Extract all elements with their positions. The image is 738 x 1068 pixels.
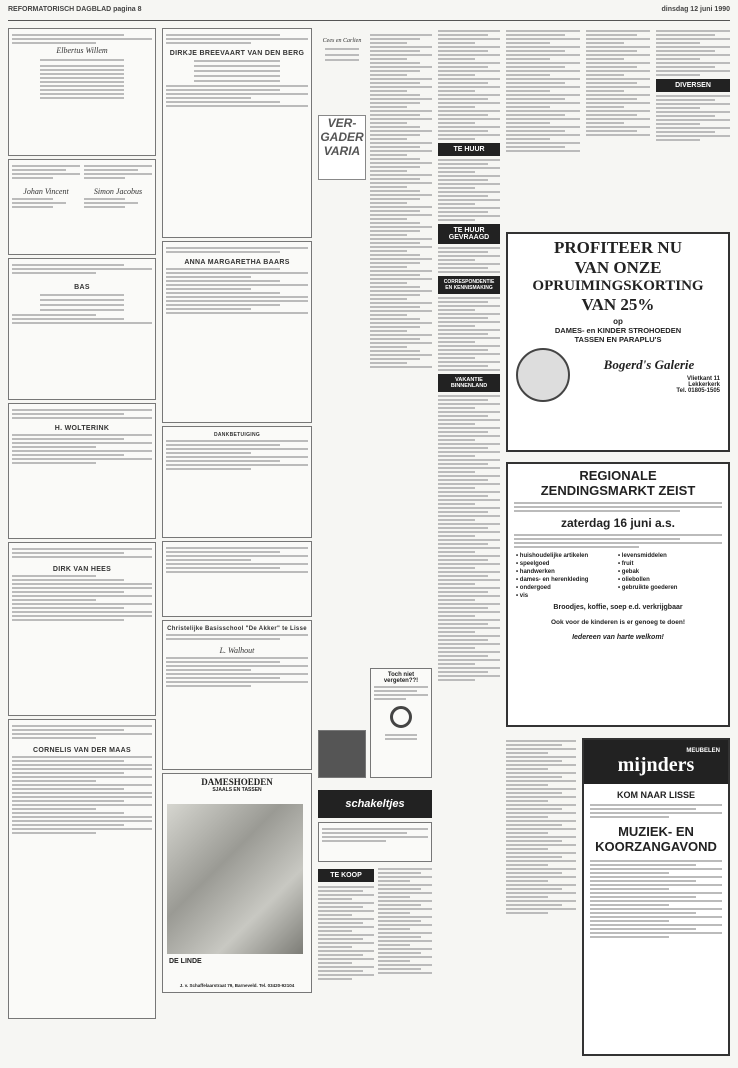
announcement-name: H. WOLTERINK (54, 425, 110, 432)
announcement-10 (162, 541, 312, 617)
column-5-top (506, 28, 580, 218)
hat-shop-brand: DE LINDE (169, 958, 202, 965)
item-left-4: • dames- en herenkleding (516, 577, 589, 583)
announcement-3 (8, 258, 156, 400)
masthead (8, 6, 730, 20)
announcement-name: Johan Vincent (23, 187, 69, 196)
vergadervaria-header (318, 115, 366, 180)
zendingsmarkt-date: zaterdag 16 juni a.s. (560, 516, 676, 530)
masthead-rule (8, 20, 730, 21)
zendingsmarkt-items (516, 552, 720, 600)
hat-shop-address: J. v. Schaffelaarstraat 79, Barneveld. Tel. 03420-92104 (179, 983, 295, 988)
column-7-top (656, 28, 730, 218)
item-left-6: • vis (516, 593, 529, 599)
vergadervaria-1: VER- (327, 116, 357, 130)
school-notice (162, 620, 312, 770)
classifieds-cont (378, 866, 432, 1054)
vergadervaria-2: GADER (320, 130, 364, 144)
schakeltjes-info (318, 822, 432, 862)
profiteer-line3: OPRUIMINGSKORTING (532, 278, 704, 294)
hat-shop-advert (162, 773, 312, 993)
masthead-right: dinsdag 12 juni 1990 (661, 6, 730, 13)
toch-niet-vergeten (370, 668, 432, 778)
profiteer-line4: VAN 25% (581, 295, 655, 314)
announcement-2 (8, 159, 156, 255)
item-right-3: • gebak (618, 569, 640, 575)
mijnders-brand: mijnders (617, 753, 695, 776)
zendingsmarkt-footer3: Iedereen van harte welkom! (572, 634, 664, 641)
announcement-name: DIRKJE BREEVAART VAN DEN BERG (169, 50, 305, 57)
vakantie-header: VAKANTIE BINNENLAND (438, 374, 500, 392)
announcement-8 (162, 241, 312, 423)
column-1 (8, 28, 156, 1058)
hat-shop-title: DAMESHOEDEN (201, 777, 273, 787)
galerie-phone: Tel. 01805-1505 (676, 387, 720, 394)
announcement-1 (8, 28, 156, 156)
zendingsmarkt-title2: ZENDINGSMARKT ZEIST (540, 483, 696, 498)
diversen-header: DIVERSEN (656, 79, 730, 92)
vergadervaria-3: VARIA (323, 144, 361, 158)
schakeltjes-banner (318, 790, 432, 818)
te-huur-gevraagd-header: TE HUUR GEVRAAGD (438, 224, 500, 244)
profiteer-advert (506, 232, 730, 452)
galerie-brand: Bogerd's Galerie (603, 356, 695, 372)
item-left-5: • ondergoed (516, 585, 551, 591)
toch-niet-title: Toch niet vergeten??! (383, 672, 419, 684)
item-right-2: • fruit (618, 561, 634, 567)
announcement-name: BAS (74, 284, 90, 291)
hat-shop-sub: SJAALS EN TASSEN (212, 787, 262, 793)
correspondentie-header: CORRESPONDENTIE EN KENNISMAKING (438, 276, 500, 294)
announcement-name: DIRK VAN HEES (52, 566, 112, 573)
item-left-1: • huishoudelijke artikelen (516, 553, 589, 559)
galerie-city: Lekkerkerk (688, 381, 720, 388)
school-title: Christelijke Basisschool "De Akker" te Lisse (167, 626, 307, 632)
hat-photo (167, 804, 303, 954)
profiteer-line1: PROFITEER NU (554, 238, 682, 257)
profiteer-sub2: DAMES- en KINDER STROHOEDEN (554, 326, 682, 335)
profiteer-sub3: TASSEN EN PARAPLU'S (574, 335, 662, 344)
announcement-7 (162, 28, 312, 238)
te-koop-header: TE KOOP (318, 869, 374, 882)
column-4 (438, 28, 500, 1058)
birth-names: Cees en Carlien (322, 38, 362, 44)
item-left-2: • speelgoed (516, 561, 550, 567)
small-ad (318, 730, 366, 778)
column-6-top (586, 28, 650, 218)
school-person: L. Walhout (219, 646, 255, 655)
announcement-5 (8, 542, 156, 716)
profiteer-line2: VAN ONZE (574, 258, 662, 277)
column-2 (162, 28, 312, 1058)
column-3-meetings (370, 28, 432, 668)
mijnders-big1: MUZIEK- EN (618, 824, 694, 839)
zendingsmarkt-title1: REGIONALE (579, 468, 657, 483)
item-right-1: • levensmiddelen (618, 553, 667, 559)
te-koop-list (318, 884, 374, 1054)
te-huur-header: TE HUUR (438, 143, 500, 156)
item-right-5: • gebruikte goederen (618, 585, 678, 591)
zendingsmarkt-footer2: Ook voor de kinderen is er genoeg te doen! (551, 619, 685, 626)
column-5-bottom (506, 738, 576, 1054)
announcement-6 (8, 719, 156, 1019)
announcement-name: Elbertus Willem (56, 46, 108, 55)
announcement-9 (162, 426, 312, 538)
birth-notice (318, 38, 366, 118)
mijnders-advert (582, 738, 730, 1056)
zendingsmarkt-advert (506, 462, 730, 727)
mijnders-logo (584, 740, 728, 784)
masthead-left: REFORMATORISCH DAGBLAD pagina 8 (8, 6, 142, 13)
profiteer-sub1: op (613, 317, 623, 326)
announcement-name: Simon Jacobus (93, 187, 143, 196)
schakeltjes-title: schakeltjes (345, 798, 405, 810)
mijnders-big2: KOORZANGAVOND (595, 839, 717, 854)
zendingsmarkt-footer1: Broodjes, koffie, soep e.d. verkrijgbaar (553, 604, 683, 611)
dankbetuiging-title: DANKBETUIGING (213, 432, 261, 438)
item-right-4: • oliebollen (618, 577, 650, 583)
mijnders-kind: MEUBELEN (686, 747, 720, 754)
announcement-name: ANNA MARGARETHA BAARS (184, 259, 290, 266)
item-left-3: • handwerken (516, 569, 555, 575)
logo-icon (390, 706, 412, 728)
announcement-4 (8, 403, 156, 539)
announcement-name: CORNELIS VAN DER MAAS (33, 747, 131, 754)
galerie-address: Vlietkant 11 (686, 375, 720, 382)
mijnders-headline: KOM NAAR LISSE (616, 790, 695, 800)
galerie-logo-icon (516, 348, 570, 402)
